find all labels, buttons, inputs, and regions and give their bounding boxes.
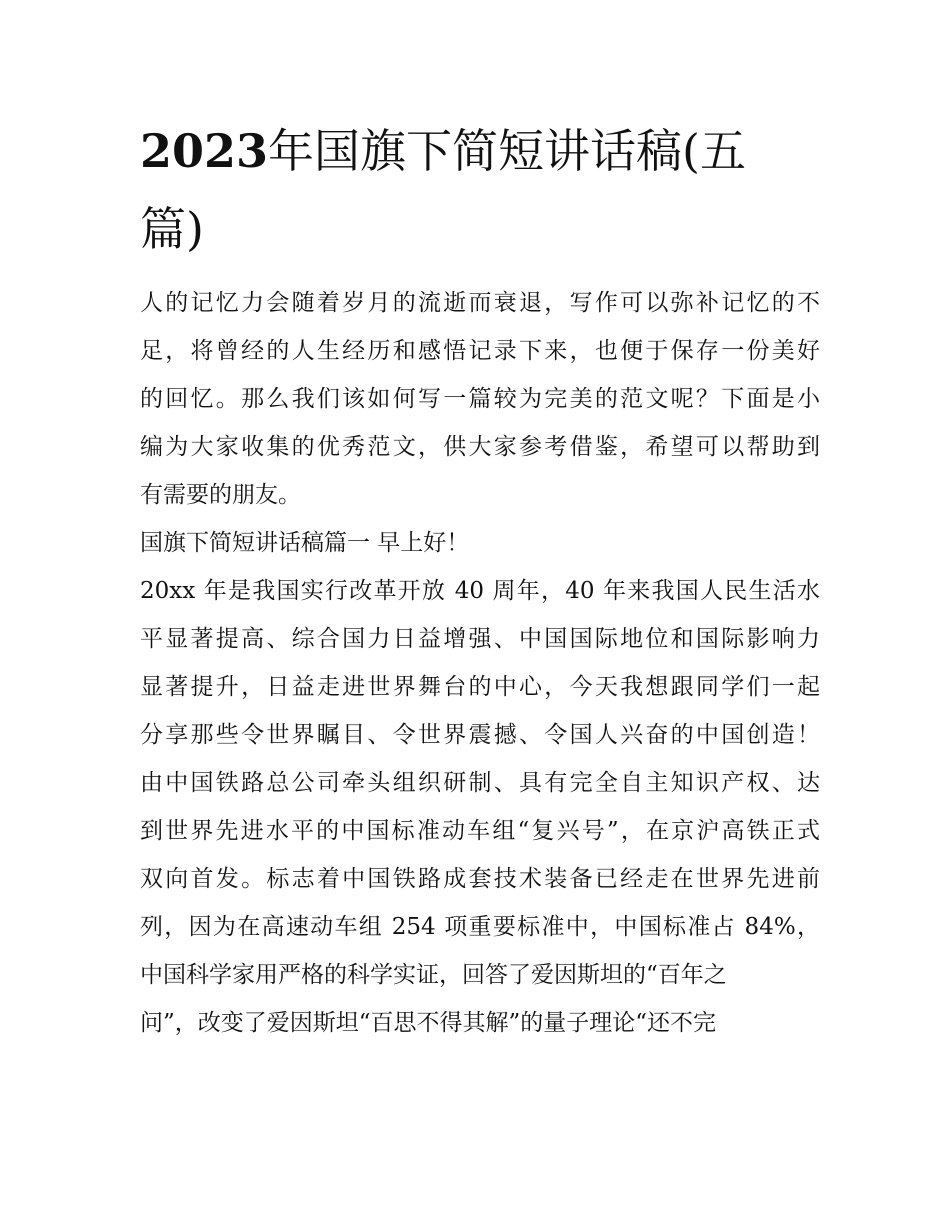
paragraph-line: 人的记忆力会随着岁月的流逝而衰退，写作可以弥补记忆的不 xyxy=(140,290,820,316)
paragraph-line: 到世界先进水平的中国标准动车组“复兴号”，在京沪高铁正式 xyxy=(140,818,820,844)
paragraph-line: 20xx 年是我国实行改革开放 40 周年，40 年来我国人民生活水 xyxy=(140,578,820,604)
paragraph-line: 双向首发。标志着中国铁路成套技术装备已经走在世界先进前 xyxy=(140,866,820,892)
title-text-line2: 篇) xyxy=(140,202,204,256)
paragraph-line: 分享那些令世界瞩目、令世界震撼、令国人兴奋的中国创造！ xyxy=(140,722,820,748)
title-year: 2023 xyxy=(140,124,269,178)
document-body xyxy=(140,279,820,1047)
paragraph-line: 平显著提高、综合国力日益增强、中国国际地位和国际影响力 xyxy=(140,626,820,652)
paragraph-line: 编为大家收集的优秀范文，供大家参考借鉴，希望可以帮助到 xyxy=(140,434,820,460)
paragraph-line: 列，因为在高速动车组 254 项重要标准中，中国标准占 84%， xyxy=(140,914,820,940)
title-text: 年国旗下简短讲话稿(五 xyxy=(268,124,746,178)
paragraph-line: 有需要的朋友。 xyxy=(140,482,301,508)
document-title xyxy=(140,112,820,268)
paragraph-line: 的回忆。那么我们该如何写一篇较为完美的范文呢？下面是小 xyxy=(140,386,820,412)
paragraph-line: 问”，改变了爱因斯坦“百思不得其解”的量子理论“还不完 xyxy=(140,1010,717,1036)
paragraph-line: 中国科学家用严格的科学实证，回答了爱因斯坦的“百年之 xyxy=(140,962,727,988)
paragraph-line: 足，将曾经的人生经历和感悟记录下来，也便于保存一份美好 xyxy=(140,338,820,364)
paragraph-line: 显著提升，日益走进世界舞台的中心，今天我想跟同学们一起 xyxy=(140,674,820,700)
section-heading: 国旗下简短讲话稿篇一 早上好！ xyxy=(140,530,470,556)
paragraph-line: 由中国铁路总公司牵头组织研制、具有完全自主知识产权、达 xyxy=(140,770,820,796)
